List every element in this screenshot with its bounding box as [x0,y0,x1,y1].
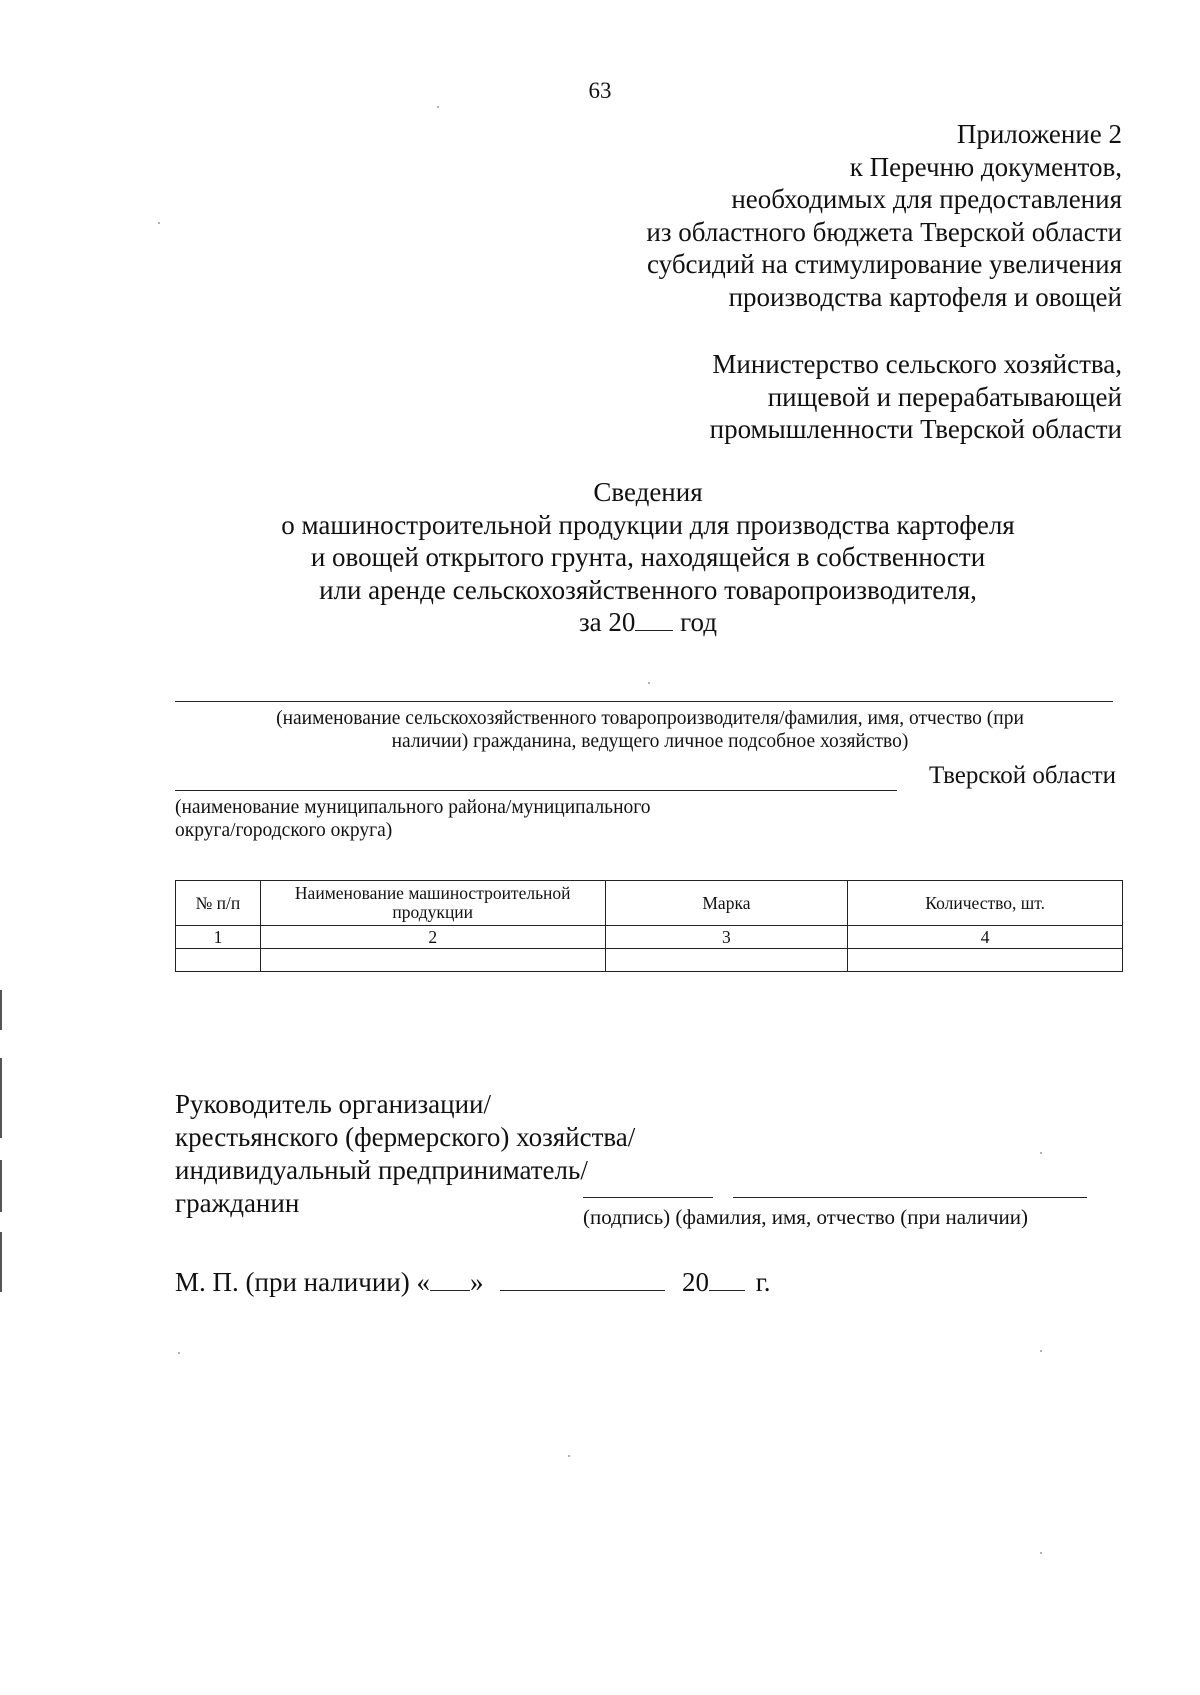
column-number-cell: 1 [176,926,261,949]
appendix-block [646,118,1122,313]
table-cell[interactable] [605,949,848,972]
scan-artifact-line [0,990,2,1030]
scan-speck [568,1455,570,1457]
seal-year-blank-field[interactable] [709,1264,745,1291]
title-line: или аренде сельскохозяйственного товаропроизводителя, [319,574,977,605]
scan-speck [1040,1152,1042,1154]
district-caption-line: округа/городского округа) [175,820,393,841]
appendix-line: субсидий на стимулирование увеличения [647,249,1122,279]
header-product-name: Наименование машиностроительной продукции [260,881,605,926]
producer-caption [175,707,1125,753]
title-year-suffix: год [680,607,718,637]
table-numbering-row [176,926,1123,949]
scan-artifact-line [0,1232,2,1292]
seal-quote-close: » [469,1267,484,1297]
title-line: и овощей открытого грунта, находящейся в собственности [310,542,986,572]
producer-caption-line: наличии) гражданина, ведущего личное подсобное хозяйство) [391,731,909,752]
title-line: о машиностроительной продукции для производства картофеля [281,509,1015,540]
header-number: № п/п [176,881,261,926]
scan-speck [158,222,160,224]
ministry-line: промышленности Тверской области [709,414,1122,444]
signer-full-name-field[interactable] [733,1197,1087,1198]
column-number-cell: 3 [605,926,848,949]
scan-speck [437,106,439,108]
ministry-line: Министерство сельского хозяйства, [712,349,1122,379]
scan-speck [1040,1552,1042,1554]
signature-field[interactable] [583,1197,713,1198]
producer-caption-line: (наименование сельскохозяйственного товаропроизводителя/фамилия, имя, отчество (при [276,708,1024,729]
machinery-table [175,880,1123,972]
seal-year-prefix: 20 [681,1267,709,1297]
header-quantity: Количество, шт. [848,881,1123,926]
year-blank-field[interactable] [635,608,673,631]
producer-name-field[interactable] [175,701,1113,702]
district-caption [175,796,651,842]
appendix-line: производства картофеля и овощей [728,281,1122,312]
scan-speck [648,682,650,684]
appendix-line: из областного бюджета Тверской области [646,216,1122,247]
signer-line: гражданин [175,1188,300,1218]
table-cell[interactable] [848,949,1123,972]
seal-year-suffix: г. [755,1267,771,1297]
appendix-line: Приложение 2 [956,119,1122,149]
table-row [176,949,1123,972]
district-name-field[interactable] [175,790,897,791]
signer-line: Руководитель организации/ [175,1089,492,1119]
appendix-line: к Перечню документов, [849,151,1122,182]
signer-line: крестьянского (фермерского) хозяйства/ [175,1122,636,1152]
table-header-row [176,881,1123,926]
title-year-prefix: за 20 [578,607,636,637]
page-number: 63 [588,78,612,103]
table-cell[interactable] [260,949,605,972]
scan-artifact-line [0,1058,2,1138]
seal-prefix: М. П. (при наличии) « [175,1267,430,1297]
title-year-line [0,606,1200,639]
district-caption-line: (наименование муниципального района/муниципального [175,797,651,818]
scan-artifact-line [0,1160,2,1212]
title-heading: Сведения [593,477,703,507]
appendix-line: необходимых для предоставления [731,184,1122,214]
day-blank-field[interactable] [430,1264,470,1291]
signature-caption: (подпись) (фамилия, имя, отчество (при наличии) [583,1205,1028,1229]
month-blank-field[interactable] [500,1264,665,1291]
signer-block [175,1088,635,1220]
seal-date-line [175,1264,771,1298]
signer-line: индивидуальный предприниматель/ [175,1155,588,1185]
scan-speck [178,1352,180,1354]
header-brand: Марка [605,881,848,926]
column-number-cell: 4 [848,926,1123,949]
document-title [0,476,1200,639]
ministry-addressee [710,348,1122,446]
column-number-cell: 2 [260,926,605,949]
table-cell[interactable] [176,949,261,972]
region-suffix: Тверской области [929,762,1116,789]
ministry-line: пищевой и перерабатывающей [767,381,1122,412]
scan-speck [1040,1350,1042,1352]
